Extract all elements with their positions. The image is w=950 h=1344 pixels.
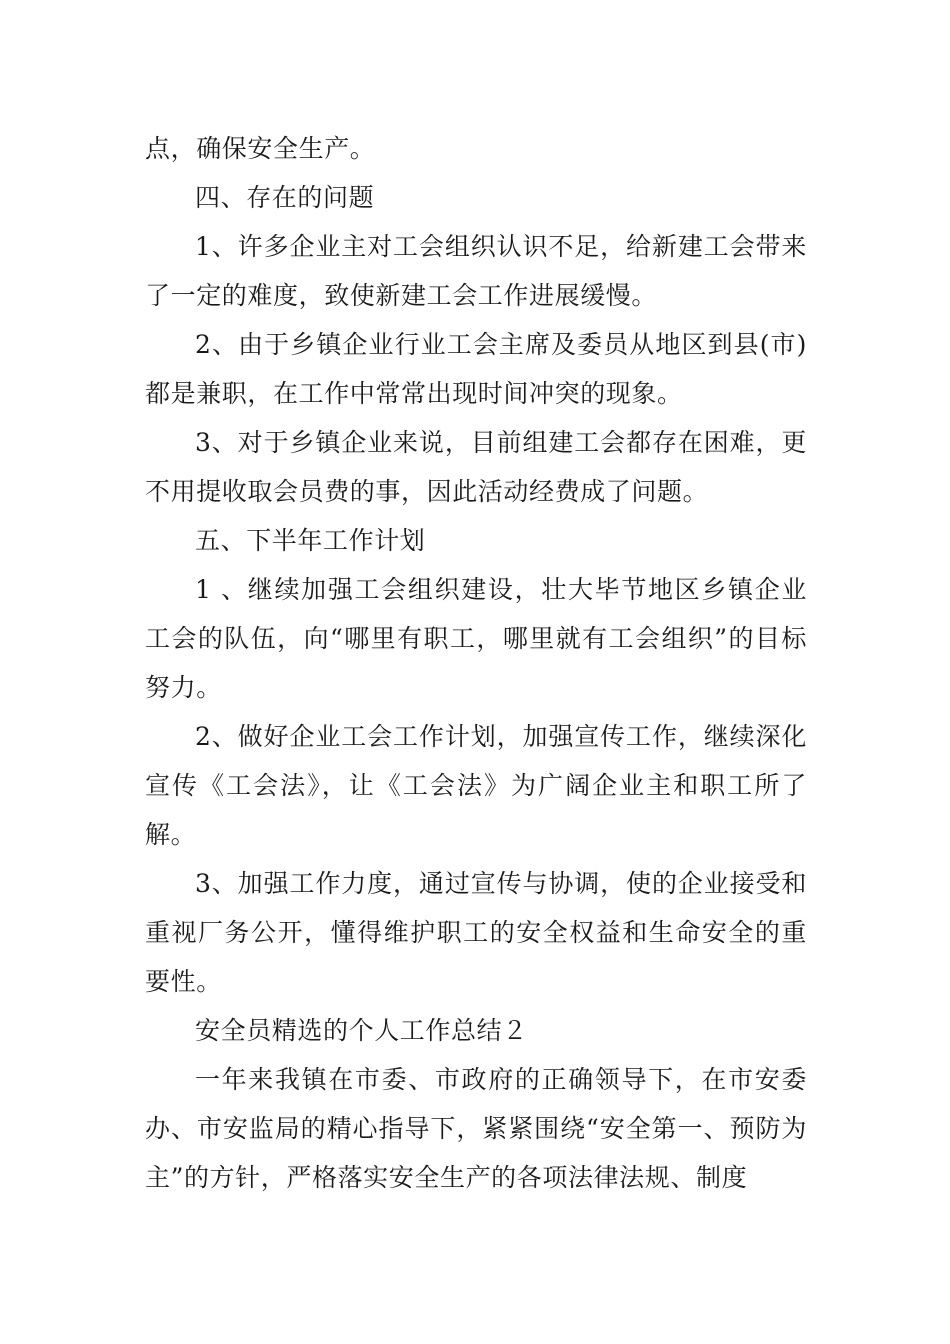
section-title-summary-2: 安全员精选的个人工作总结２ [195, 1016, 528, 1045]
section-heading-problems: 四、存在的问题 [195, 183, 375, 212]
document-body [145, 124, 807, 1202]
paragraph-plan-1: 1 、继续加强工会组织建设，壮大毕节地区乡镇企业工会的队伍，向“哪里有职工，哪里就有工会组织”的目标努力。 [145, 575, 807, 702]
paragraph-problem-3: 3、对于乡镇企业来说，目前组建工会都存在困难，更不用提收取会员费的事，因此活动经费成了问题。 [145, 428, 807, 506]
paragraph-summary-intro: 一年来我镇在市委、市政府的正确领导下，在市安委办、市安监局的精心指导下，紧紧围绕“安全第一、预防为主”的方针，严格落实安全生产的各项法律法规、制度 [145, 1065, 807, 1192]
paragraph-problem-2: 2、由于乡镇企业行业工会主席及委员从地区到县(市)都是兼职，在工作中常常出现时间冲突的现象。 [145, 330, 807, 408]
paragraph-plan-2: 2、做好企业工会工作计划，加强宣传工作，继续深化宣传《工会法》，让《工会法》为广阔企业主和职工所了解。 [145, 722, 807, 849]
paragraph-continuation: 点，确保安全生产。 [145, 134, 376, 163]
section-heading-plan: 五、下半年工作计划 [195, 526, 426, 555]
paragraph-problem-1: 1、许多企业主对工会组织认识不足，给新建工会带来了一定的难度，致使新建工会工作进展缓慢。 [145, 232, 807, 310]
paragraph-plan-3: 3、加强工作力度，通过宣传与协调，使的企业接受和重视厂务公开，懂得维护职工的安全权益和生命安全的重要性。 [145, 869, 807, 996]
